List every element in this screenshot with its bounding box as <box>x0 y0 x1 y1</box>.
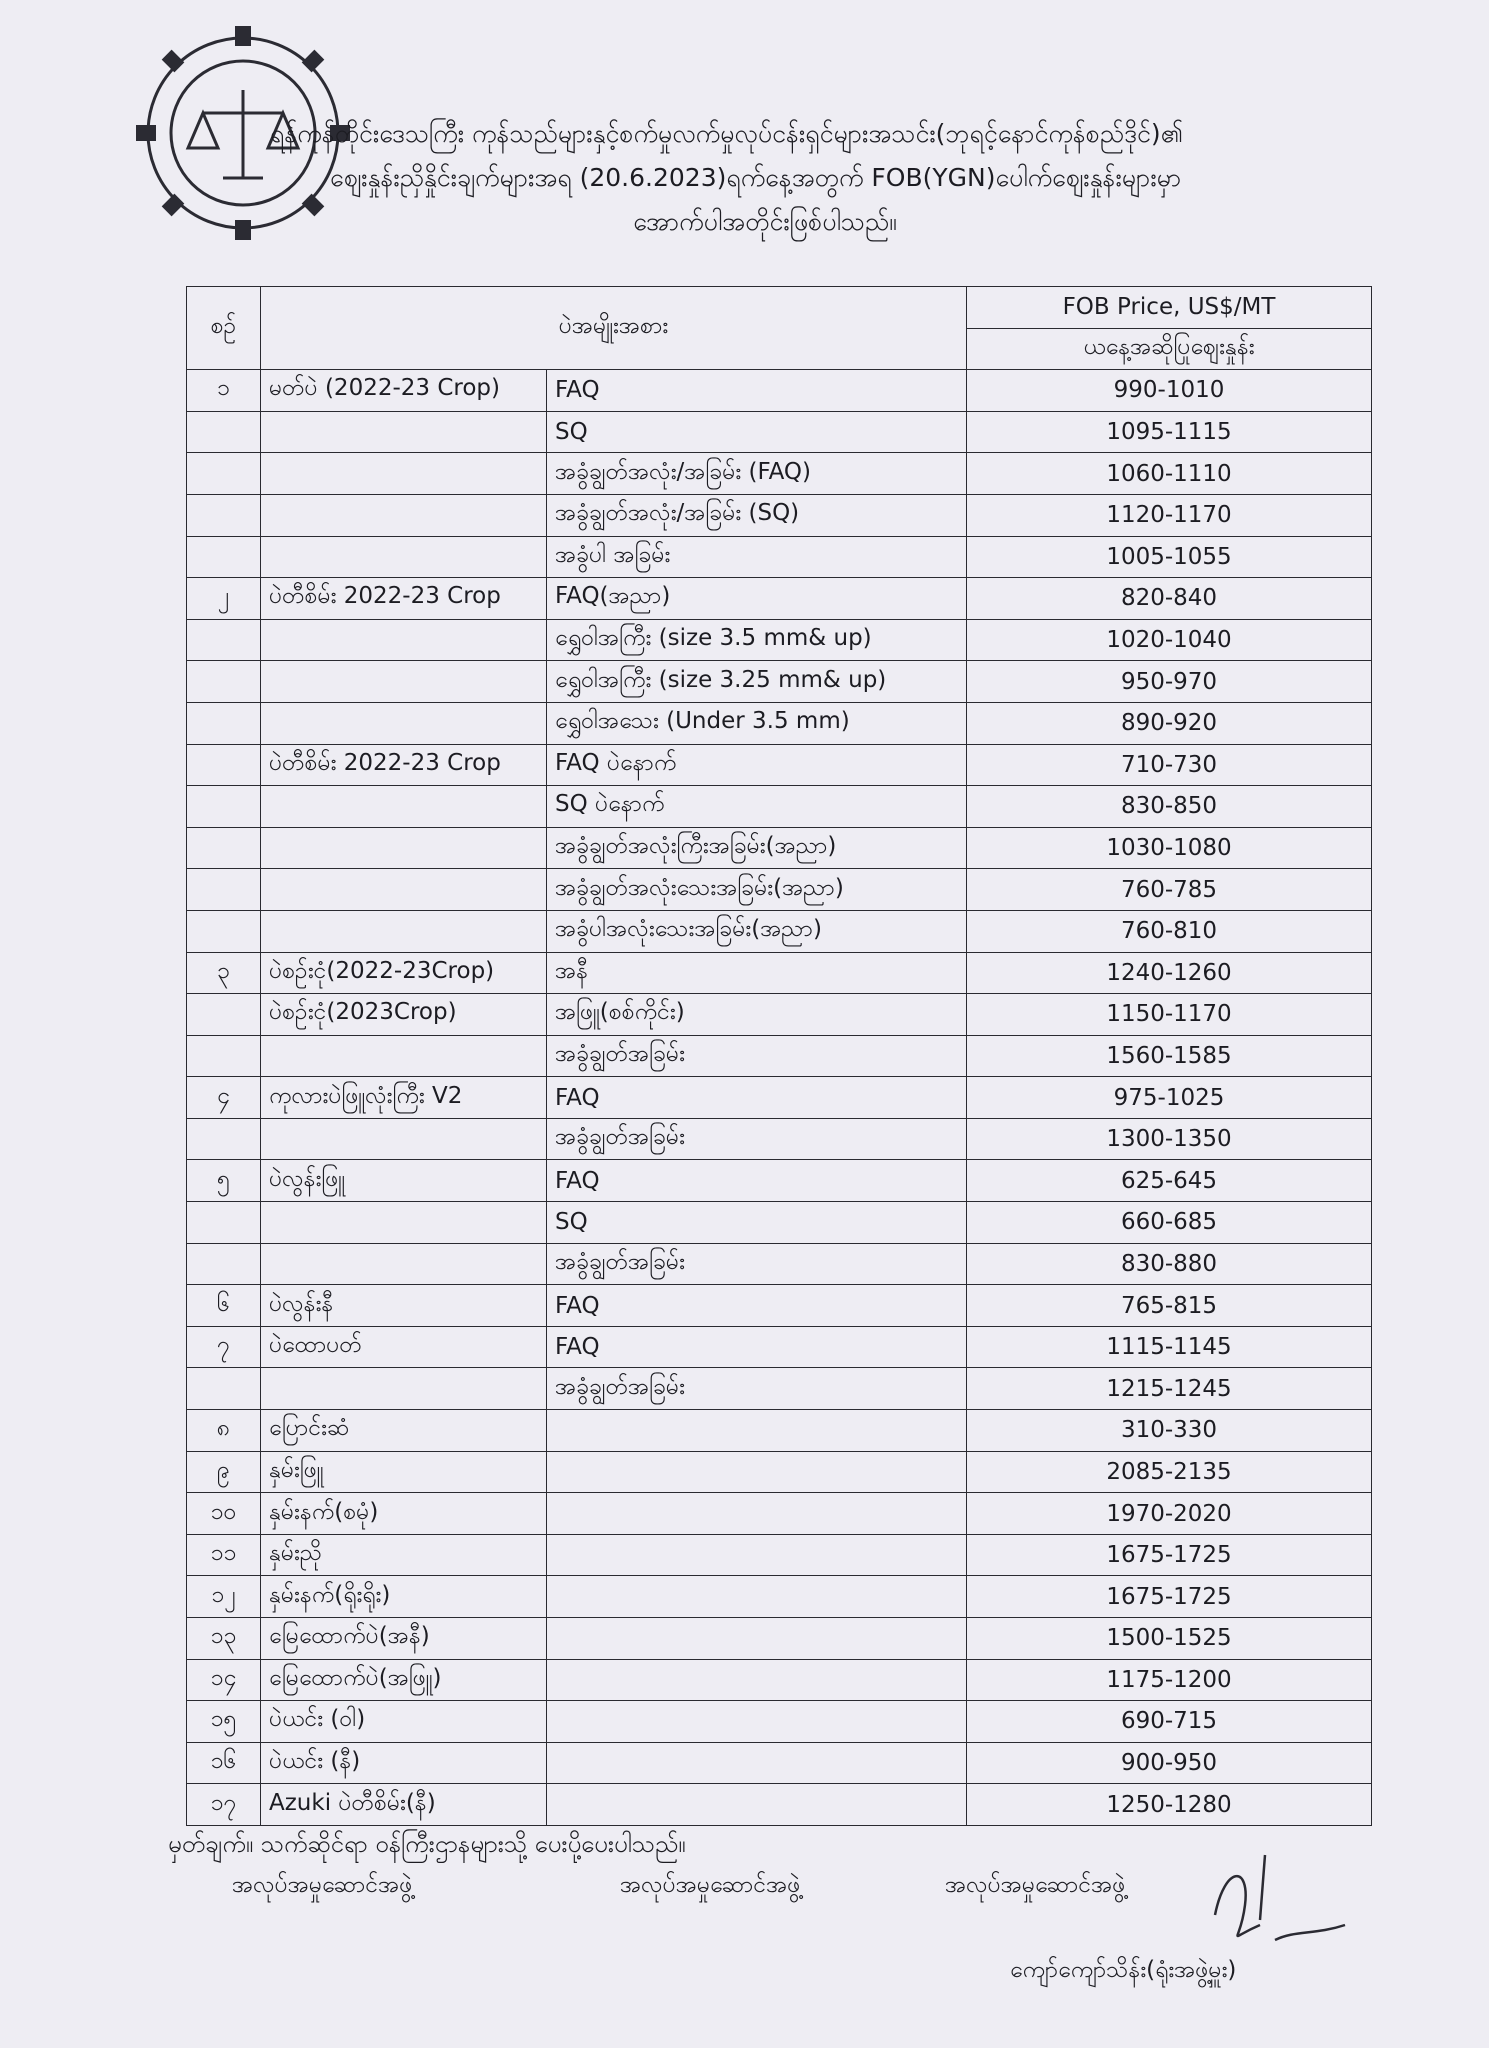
row-number <box>187 536 261 578</box>
row-price: 1060-1110 <box>967 453 1372 495</box>
row-commodity: ပဲထောပတ် <box>261 1326 547 1368</box>
row-price: 1675-1725 <box>967 1576 1372 1618</box>
row-grade: အခွံချွတ်အခြမ်း <box>547 1035 967 1077</box>
table-row <box>187 1742 1372 1784</box>
row-commodity <box>261 1118 547 1160</box>
row-number <box>187 1035 261 1077</box>
row-commodity <box>261 1368 547 1410</box>
row-number <box>187 994 261 1036</box>
row-commodity <box>261 661 547 703</box>
column-header-today-price: ယနေ့အဆိုပြုဈေးနှုန်း <box>967 328 1372 370</box>
row-price: 900-950 <box>967 1742 1372 1784</box>
signature-label-2: အလုပ်အမှုဆောင်အဖွဲ့ <box>620 1872 801 1898</box>
column-header-fob: FOB Price, US$/MT <box>967 287 1372 329</box>
table-row <box>187 1118 1372 1160</box>
footer-note: မှတ်ချက်။ သက်ဆိုင်ရာ ဝန်ကြီးဌာနများသို့ ပေးပို့ပေးပါသည်။ <box>168 1830 686 1858</box>
row-grade <box>547 1576 967 1618</box>
row-commodity: ပဲလွန်းဖြူ <box>261 1160 547 1202</box>
row-price: 1095-1115 <box>967 411 1372 453</box>
row-price: 760-785 <box>967 869 1372 911</box>
table-row <box>187 1451 1372 1493</box>
table-row <box>187 786 1372 828</box>
row-commodity: ပဲယင်း (ဝါ) <box>261 1701 547 1743</box>
row-number <box>187 1118 261 1160</box>
table-row <box>187 1368 1372 1410</box>
row-price: 830-850 <box>967 786 1372 828</box>
row-price: 1005-1055 <box>967 536 1372 578</box>
row-commodity <box>261 869 547 911</box>
table-row <box>187 1576 1372 1618</box>
table-row <box>187 1618 1372 1660</box>
row-number <box>187 494 261 536</box>
row-grade: FAQ ပဲနောက် <box>547 744 967 786</box>
header-line-3: အောက်ပါအတိုင်းဖြစ်ပါသည်။ <box>633 207 897 236</box>
row-price: 765-815 <box>967 1285 1372 1327</box>
signer-name: ကျော်ကျော်သိန်း(ရုံးအဖွဲ့မှူး) <box>1010 1957 1237 1983</box>
row-commodity <box>261 619 547 661</box>
row-price: 1300-1350 <box>967 1118 1372 1160</box>
row-price: 890-920 <box>967 702 1372 744</box>
row-grade <box>547 1410 967 1452</box>
row-number <box>187 910 261 952</box>
row-number <box>187 1202 261 1244</box>
table-row <box>187 1326 1372 1368</box>
row-number <box>187 411 261 453</box>
row-grade <box>547 1659 967 1701</box>
row-commodity: ပဲစဉ်းငုံ(2022-23Crop) <box>261 952 547 994</box>
row-number: ၂ <box>187 578 261 620</box>
row-grade: SQ ပဲနောက် <box>547 786 967 828</box>
signature-label-1: အလုပ်အမှုဆောင်အဖွဲ့ <box>232 1872 413 1898</box>
row-commodity: ပဲတီစိမ်း 2022-23 Crop <box>261 578 547 620</box>
table-row <box>187 1243 1372 1285</box>
row-commodity <box>261 411 547 453</box>
row-number: ၃ <box>187 952 261 994</box>
row-grade: အနီ <box>547 952 967 994</box>
row-grade: အခွံချွတ်အလုံးသေးအခြမ်း(အညာ) <box>547 869 967 911</box>
table-row <box>187 1410 1372 1452</box>
row-grade: အခွံချွတ်အလုံး/အခြမ်း (FAQ) <box>547 453 967 495</box>
row-grade <box>547 1618 967 1660</box>
table-row <box>187 1701 1372 1743</box>
row-price: 660-685 <box>967 1202 1372 1244</box>
table-row <box>187 1534 1372 1576</box>
row-commodity: ပြောင်းဆံ <box>261 1410 547 1452</box>
row-grade <box>547 1784 967 1826</box>
row-number <box>187 827 261 869</box>
row-grade: အခွံပါအလုံးသေးအခြမ်း(အညာ) <box>547 910 967 952</box>
row-price: 1175-1200 <box>967 1659 1372 1701</box>
row-commodity <box>261 910 547 952</box>
row-price: 820-840 <box>967 578 1372 620</box>
row-grade: FAQ <box>547 1160 967 1202</box>
row-price: 1120-1170 <box>967 494 1372 536</box>
row-price: 950-970 <box>967 661 1372 703</box>
row-commodity <box>261 702 547 744</box>
row-price: 1020-1040 <box>967 619 1372 661</box>
row-number <box>187 744 261 786</box>
table-row <box>187 952 1372 994</box>
row-number <box>187 453 261 495</box>
row-commodity <box>261 1243 547 1285</box>
table-row <box>187 411 1372 453</box>
row-price: 975-1025 <box>967 1077 1372 1119</box>
row-grade: အခွံချွတ်အလုံးကြီးအခြမ်း(အညာ) <box>547 827 967 869</box>
table-row <box>187 453 1372 495</box>
row-commodity: ပဲစဉ်းငုံ(2023Crop) <box>261 994 547 1036</box>
row-price: 1030-1080 <box>967 827 1372 869</box>
row-grade <box>547 1493 967 1535</box>
row-commodity <box>261 494 547 536</box>
table-row <box>187 869 1372 911</box>
row-commodity: နှမ်းနက်(စမုံ) <box>261 1493 547 1535</box>
row-price: 760-810 <box>967 910 1372 952</box>
row-number <box>187 1368 261 1410</box>
price-table <box>186 286 1372 1826</box>
table-row <box>187 1784 1372 1826</box>
header-line-1: ရန်ကုန်တိုင်းဒေသကြီး ကုန်သည်များနှင့်စက်မှုလက်မှုလုပ်ငန်းရှင်များအသင်း(ဘုရင့်နောင်ကုန်စည်ဒိုင်)၏ <box>270 119 1183 148</box>
table-row <box>187 1160 1372 1202</box>
row-grade: အခွံချွတ်အခြမ်း <box>547 1368 967 1410</box>
row-price: 830-880 <box>967 1243 1372 1285</box>
row-commodity <box>261 786 547 828</box>
row-price: 1215-1245 <box>967 1368 1372 1410</box>
row-commodity <box>261 453 547 495</box>
row-number: ၁ <box>187 370 261 412</box>
row-grade <box>547 1451 967 1493</box>
row-grade: FAQ <box>547 1285 967 1327</box>
row-grade: SQ <box>547 1202 967 1244</box>
row-grade: အခွံချွတ်အလုံး/အခြမ်း (SQ) <box>547 494 967 536</box>
row-number: ၈ <box>187 1410 261 1452</box>
row-price: 1240-1260 <box>967 952 1372 994</box>
row-number: ၇ <box>187 1326 261 1368</box>
row-number: ၉ <box>187 1451 261 1493</box>
table-row <box>187 1285 1372 1327</box>
row-price: 1560-1585 <box>967 1035 1372 1077</box>
table-row <box>187 370 1372 412</box>
row-commodity: မြေထောက်ပဲ(အနီ) <box>261 1618 547 1660</box>
table-row <box>187 1202 1372 1244</box>
row-number: ၁၆ <box>187 1742 261 1784</box>
table-row <box>187 827 1372 869</box>
row-price: 710-730 <box>967 744 1372 786</box>
row-number: ၁၅ <box>187 1701 261 1743</box>
row-grade <box>547 1534 967 1576</box>
row-price: 1115-1145 <box>967 1326 1372 1368</box>
row-commodity: ပဲလွန်းနီ <box>261 1285 547 1327</box>
row-commodity: ကုလားပဲဖြူလုံးကြီး V2 <box>261 1077 547 1119</box>
row-number: ၁၀ <box>187 1493 261 1535</box>
row-number: ၅ <box>187 1160 261 1202</box>
row-grade: ရွှေဝါအကြီး (size 3.5 mm& up) <box>547 619 967 661</box>
row-grade: FAQ <box>547 370 967 412</box>
table-row <box>187 578 1372 620</box>
row-price: 310-330 <box>967 1410 1372 1452</box>
table-row <box>187 536 1372 578</box>
row-price: 1250-1280 <box>967 1784 1372 1826</box>
row-number: ၁၂ <box>187 1576 261 1618</box>
row-commodity: ပဲတီစိမ်း 2022-23 Crop <box>261 744 547 786</box>
row-number <box>187 702 261 744</box>
table-row <box>187 1493 1372 1535</box>
row-commodity: မြေထောက်ပဲ(အဖြူ) <box>261 1659 547 1701</box>
row-number <box>187 786 261 828</box>
table-row <box>187 1035 1372 1077</box>
row-price: 625-645 <box>967 1160 1372 1202</box>
row-grade: FAQ <box>547 1077 967 1119</box>
column-header-item: ပဲအမျိုးအစား <box>261 287 967 370</box>
column-header-no: စဉ် <box>187 287 261 370</box>
signature-label-3: အလုပ်အမှုဆောင်အဖွဲ့ <box>945 1872 1126 1898</box>
row-grade: အခွံပါ အခြမ်း <box>547 536 967 578</box>
table-row <box>187 494 1372 536</box>
table-row <box>187 1659 1372 1701</box>
row-commodity <box>261 1035 547 1077</box>
table-row <box>187 702 1372 744</box>
row-commodity: ပဲယင်း (နီ) <box>261 1742 547 1784</box>
row-number: ၁၁ <box>187 1534 261 1576</box>
row-price: 690-715 <box>967 1701 1372 1743</box>
row-commodity: နှမ်းနက်(ရိုးရိုး) <box>261 1576 547 1618</box>
row-number <box>187 869 261 911</box>
row-commodity: နှမ်းညို <box>261 1534 547 1576</box>
row-price: 2085-2135 <box>967 1451 1372 1493</box>
row-commodity: နှမ်းဖြူ <box>261 1451 547 1493</box>
header-line-2: ဈေးနှုန်းညှိနှိုင်းချက်များအရ (20.6.2023)ရက်နေ့အတွက် FOB(YGN)ပေါက်ဈေးနှုန်းများမှာ <box>330 163 1182 192</box>
row-price: 990-1010 <box>967 370 1372 412</box>
table-row <box>187 994 1372 1036</box>
row-number: ၁၄ <box>187 1659 261 1701</box>
row-grade <box>547 1701 967 1743</box>
row-number <box>187 1243 261 1285</box>
row-price: 1675-1725 <box>967 1534 1372 1576</box>
row-grade: ရွှေဝါအသေး (Under 3.5 mm) <box>547 702 967 744</box>
row-grade: FAQ(အညာ) <box>547 578 967 620</box>
row-grade: FAQ <box>547 1326 967 1368</box>
row-commodity <box>261 827 547 869</box>
row-grade: အဖြူ(စစ်ကိုင်း) <box>547 994 967 1036</box>
document-header <box>270 112 1420 244</box>
row-number <box>187 619 261 661</box>
row-grade: အခွံချွတ်အခြမ်း <box>547 1243 967 1285</box>
row-price: 1500-1525 <box>967 1618 1372 1660</box>
row-commodity: မတ်ပဲ (2022-23 Crop) <box>261 370 547 412</box>
row-number: ၁၃ <box>187 1618 261 1660</box>
handwritten-signature-icon <box>1205 1845 1355 1955</box>
row-commodity <box>261 536 547 578</box>
table-row <box>187 1077 1372 1119</box>
row-price: 1150-1170 <box>967 994 1372 1036</box>
row-number: ၄ <box>187 1077 261 1119</box>
row-grade: ရွှေဝါအကြီး (size 3.25 mm& up) <box>547 661 967 703</box>
row-grade <box>547 1742 967 1784</box>
row-number <box>187 661 261 703</box>
row-grade: အခွံချွတ်အခြမ်း <box>547 1118 967 1160</box>
row-commodity <box>261 1202 547 1244</box>
row-price: 1970-2020 <box>967 1493 1372 1535</box>
table-row <box>187 619 1372 661</box>
table-row <box>187 661 1372 703</box>
table-row <box>187 910 1372 952</box>
row-number: ၆ <box>187 1285 261 1327</box>
row-grade: SQ <box>547 411 967 453</box>
row-number: ၁၇ <box>187 1784 261 1826</box>
row-commodity: Azuki ပဲတီစိမ်း(နီ) <box>261 1784 547 1826</box>
price-table-body <box>187 370 1372 1826</box>
table-row <box>187 744 1372 786</box>
